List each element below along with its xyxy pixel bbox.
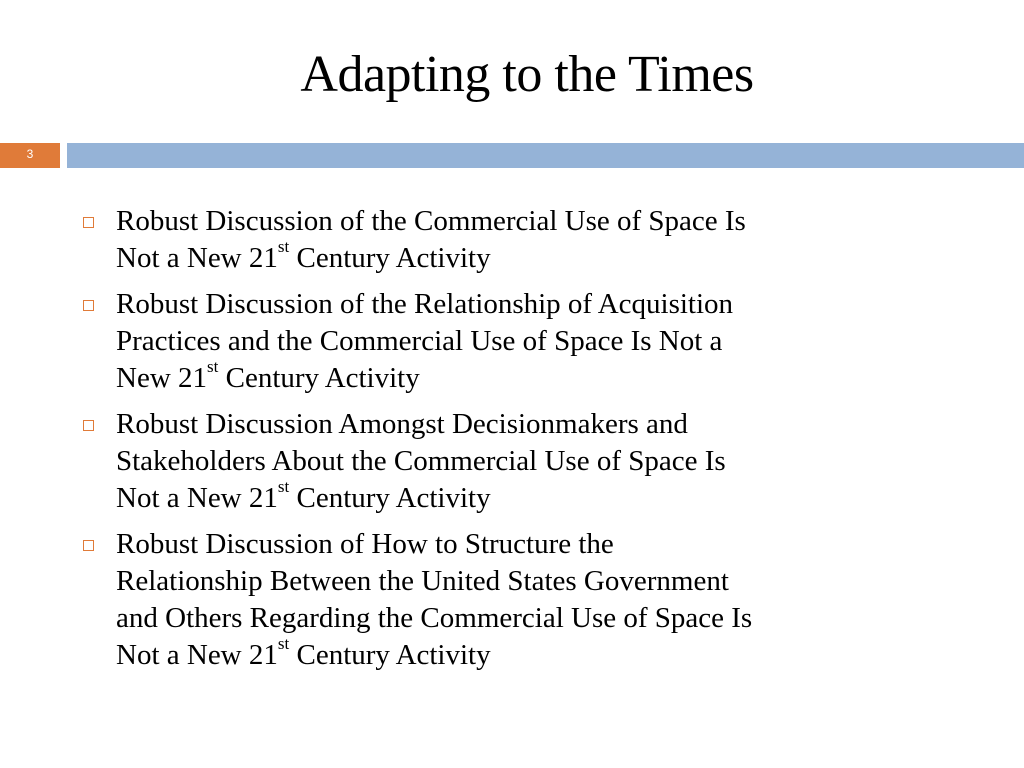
bullet-text: and Others Regarding the Commercial Use of Space Is bbox=[116, 602, 753, 634]
bullet-line bbox=[116, 477, 980, 517]
bullet-text-tail: Century Activity bbox=[218, 362, 420, 394]
slide-title: Adapting to the Times bbox=[300, 46, 754, 103]
ordinal-superscript: st bbox=[277, 634, 290, 654]
bullet-text-tail: Century Activity bbox=[289, 639, 491, 671]
bullet-line bbox=[116, 237, 980, 277]
bullet-line bbox=[116, 634, 980, 674]
bullet-line bbox=[116, 357, 980, 397]
square-bullet-icon bbox=[83, 217, 94, 228]
bullet-item bbox=[80, 526, 980, 674]
square-bullet-icon bbox=[83, 540, 94, 551]
ordinal-superscript: st bbox=[207, 357, 219, 377]
slide-number: 3 bbox=[0, 143, 60, 168]
bullet-item bbox=[80, 406, 980, 517]
bullet-line bbox=[116, 600, 980, 637]
bullet-text-tail: Century Activity bbox=[289, 482, 491, 514]
bullet-line bbox=[116, 203, 980, 240]
bullet-text: Robust Discussion of How to Structure the bbox=[116, 528, 614, 560]
bullet-text: Not a New 21 bbox=[116, 482, 278, 514]
bullet-line bbox=[116, 443, 980, 480]
bullet-text: Robust Discussion of the Relationship of Acquisition bbox=[116, 288, 734, 320]
square-bullet-icon bbox=[83, 420, 94, 431]
bullet-line bbox=[116, 286, 980, 323]
bullet-item bbox=[80, 203, 980, 277]
bullet-text: Robust Discussion Amongst Decisionmakers and bbox=[116, 408, 688, 440]
bullet-line bbox=[116, 526, 980, 563]
bullet-text-tail: Century Activity bbox=[289, 242, 491, 274]
bullet-text: Stakeholders About the Commercial Use of Space Is bbox=[116, 445, 726, 477]
square-bullet-icon bbox=[83, 300, 94, 311]
bullet-text: Robust Discussion of the Commercial Use of Space Is bbox=[116, 205, 746, 237]
header-bar bbox=[67, 143, 1024, 168]
ordinal-superscript: st bbox=[277, 477, 290, 497]
ordinal-superscript: st bbox=[277, 237, 290, 257]
bullet-line bbox=[116, 406, 980, 443]
bullet-line bbox=[116, 563, 980, 600]
bullet-line bbox=[116, 323, 980, 360]
bullet-text: Practices and the Commercial Use of Space Is Not a bbox=[116, 325, 723, 357]
bullet-item bbox=[80, 286, 980, 397]
bullet-text: Relationship Between the United States Government bbox=[116, 565, 729, 597]
bullet-text: Not a New 21 bbox=[116, 242, 278, 274]
bullet-list bbox=[80, 203, 980, 683]
bullet-text: New 21 bbox=[116, 362, 208, 394]
bullet-text: Not a New 21 bbox=[116, 639, 278, 671]
